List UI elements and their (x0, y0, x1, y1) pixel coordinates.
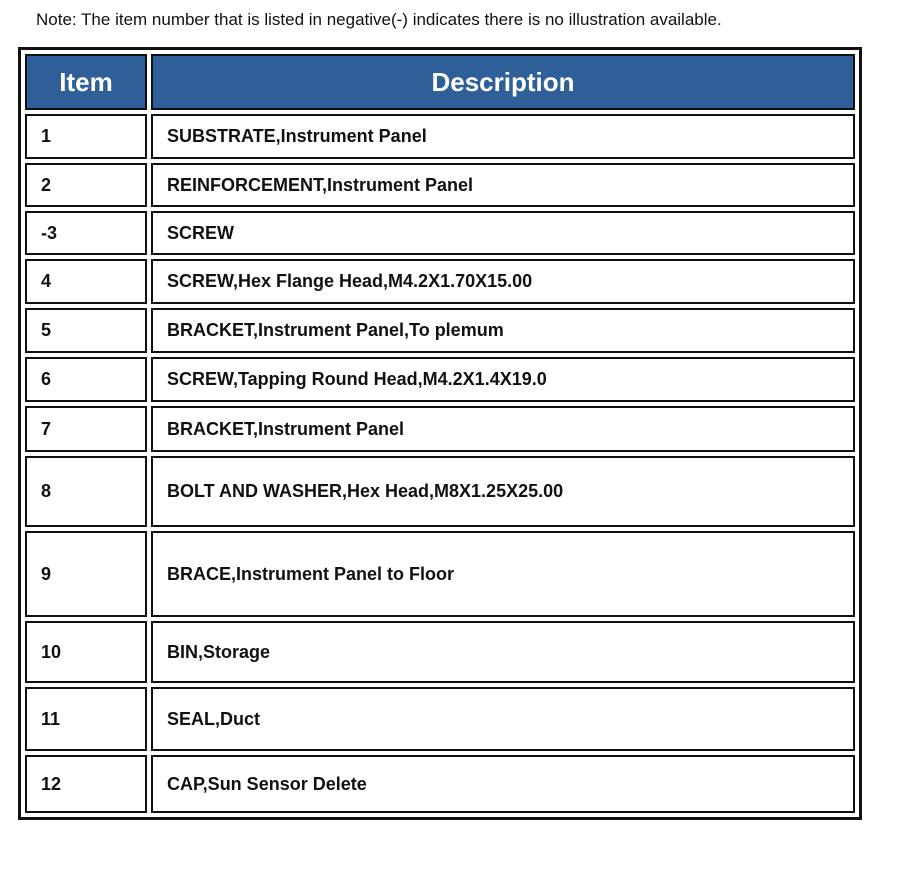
table-row (25, 357, 855, 402)
item-number: 4 (25, 259, 147, 304)
table-row (25, 755, 855, 813)
table-row (25, 621, 855, 683)
item-description: SCREW,Hex Flange Head,M4.2X1.70X15.00 (151, 259, 855, 304)
item-number: 1 (25, 114, 147, 159)
item-number: 6 (25, 357, 147, 402)
item-description: BRACKET,Instrument Panel (151, 406, 855, 452)
item-number: 10 (25, 621, 147, 683)
note-text: Note: The item number that is listed in negative(-) indicates there is no illustration available. (36, 10, 722, 29)
header-description: Description (151, 54, 855, 110)
item-description: SUBSTRATE,Instrument Panel (151, 114, 855, 159)
table-row (25, 456, 855, 527)
item-number: 5 (25, 308, 147, 353)
table-header-row (25, 54, 855, 110)
table-row (25, 114, 855, 159)
item-description: BOLT AND WASHER,Hex Head,M8X1.25X25.00 (151, 456, 855, 527)
parts-table (18, 47, 862, 820)
item-description: CAP,Sun Sensor Delete (151, 755, 855, 813)
item-description: REINFORCEMENT,Instrument Panel (151, 163, 855, 207)
item-description: BRACE,Instrument Panel to Floor (151, 531, 855, 617)
table-row (25, 531, 855, 617)
item-number: 12 (25, 755, 147, 813)
item-number: 8 (25, 456, 147, 527)
item-description: SCREW,Tapping Round Head,M4.2X1.4X19.0 (151, 357, 855, 402)
table-row (25, 259, 855, 304)
table-row (25, 211, 855, 255)
table-row (25, 163, 855, 207)
item-description: BIN,Storage (151, 621, 855, 683)
item-number: 11 (25, 687, 147, 751)
table-row (25, 308, 855, 353)
item-number: -3 (25, 211, 147, 255)
item-description: BRACKET,Instrument Panel,To plemum (151, 308, 855, 353)
item-number: 7 (25, 406, 147, 452)
item-description: SEAL,Duct (151, 687, 855, 751)
table-row (25, 406, 855, 452)
item-description: SCREW (151, 211, 855, 255)
item-number: 9 (25, 531, 147, 617)
table-row (25, 687, 855, 751)
item-number: 2 (25, 163, 147, 207)
header-item: Item (25, 54, 147, 110)
